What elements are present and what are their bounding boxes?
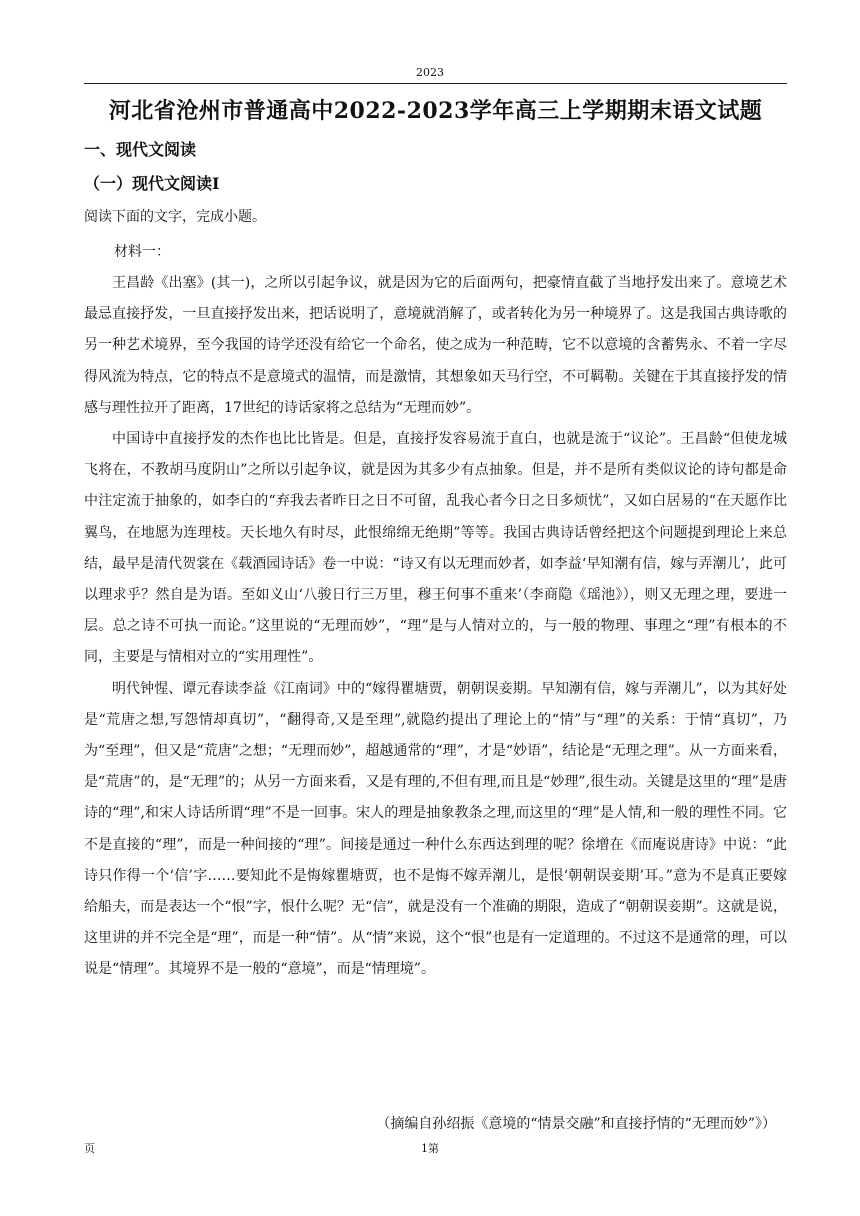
header-year: 2023 [416, 66, 444, 79]
page-title: 河北省沧州市普通高中2022-2023学年高三上学期期末语文试题 [108, 98, 763, 124]
paragraph-3: 明代钟惺、谭元春读李益《江南词》中的“嫁得瞿塘贾，朝朝误妾期。早知潮有信，嫁与弄潮儿”，以为其好处是“荒唐之想,写怨情却真切”，“翻得奇,又是至理”,就隐约提出了理论上的“情”与“理”的关系：于情“真切”，乃为“至理”，但又是“荒唐”之想；“无理而妙”，超越通常的“理”，才是“妙语”，结论是“无理之理”。从一方面来看，是“荒唐”的，是“无理”的；从另一方面来看，又是有理的,不但有理,而且是“妙理”,很生动。关键是这里的“理”是唐诗的“理”,和宋人诗话所谓“理”不是一回事。宋人的理是抽象教条之理,而这里的“理”是人情,和一般的理性不同。它不是直接的“理”，而是一种间接的“理”。间接是通过一种什么东西达到理的呢？徐增在《而庵说唐诗》中说：“此诗只作得一个‘信’字……要知此不是悔嫁瞿塘贾，也不是悔不嫁弄潮儿，是恨‘朝朝误妾期’耳。”意为不是真正要嫁给船夫，而是表达一个“恨”字，恨什么呢？无“信”，就是没有一个准确的期限，造成了“朝朝误妾期”。这就是说，这里讲的并不完全是“理”，而是一种“情”。从“情”来说，这个“恨”也是有一定道理的。不过这不是通常的理，可以说是“情理”。其境界不是一般的“意境”，而是“情理境”。 [84, 680, 787, 978]
footer-left-label: 页 [84, 1142, 95, 1155]
paragraph-2: 中国诗中直接抒发的杰作也比比皆是。但是，直接抒发容易流于直白，也就是流于“议论”。王昌龄“但使龙城飞将在，不教胡马度阴山”之所以引起争议，就是因为其多少有点抽象。但是，并不是所有类似议论的诗句都是命中注定流于抽象的，如李白的“弃我去者昨日之日不可留，乱我心者今日之日多烦忧”，又如白居易的“在天愿作比翼鸟，在地愿为连理枝。天长地久有时尽，此恨绵绵无绝期”等等。我国古典诗话曾经把这个问题提到理论上来总结，最早是清代贺裳在《载酒园诗话》卷一中说：“诗又有以无理而妙者，如李益‘早知潮有信，嫁与弄潮儿’，此可以理求乎？然自是为语。至如义山‘八骏日行三万里，穆王何事不重来’（李商隐《瑶池》），则又无理之理，要进一层。总之诗不可执一而论。”这里说的“无理而妙”，“理”是与人情对立的，与一般的物理、事理之“理”有根本的不同，主要是与情相对立的“实用理性”。 [84, 431, 787, 666]
subsection-heading-reading-1: （一）现代文阅读Ⅰ [84, 174, 220, 193]
material-label: 材料一： [114, 244, 170, 260]
article-body [84, 268, 787, 986]
instruction-text: 阅读下面的文字，完成小题。 [84, 209, 266, 225]
source-citation: （摘编自孙绍振《意境的“情景交融”和直接抒情的“无理而妙”》） [376, 1116, 776, 1132]
footer-page-number: 1第 [421, 1142, 439, 1155]
header-divider [84, 83, 787, 84]
paragraph-1: 王昌龄《出塞》(其一)，之所以引起争议，就是因为它的后面两句，把豪情直截了当地抒发出来了。意境艺术最忌直接抒发，一旦直接抒发出来，把话说明了，意境就消解了，或者转化为另一种境界了。这是我国古典诗歌的另一种艺术境界，至今我国的诗学还没有给它一个命名，使之成为一种范畴，它不以意境的含蓄隽永、不着一字尽得风流为特点，它的特点不是意境式的温情，而是激情，其想象如天马行空，不可羁勒。关键在于其直接抒发的情感与理性拉开了距离，17世纪的诗话家将之总结为“无理而妙”。 [84, 275, 787, 416]
section-heading-modern-reading: 一、现代文阅读 [84, 140, 197, 159]
